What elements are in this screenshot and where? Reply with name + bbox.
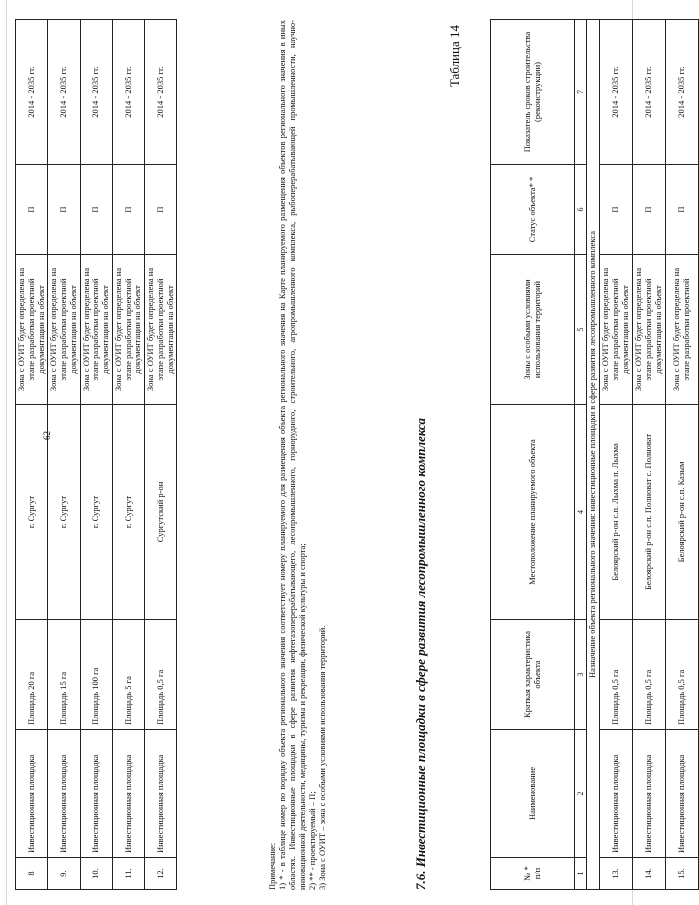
table-row [633, 20, 666, 890]
note-3: 3) Зона с ОУИТ – зона с особыми условиями использования территорий. [317, 625, 328, 890]
row-name: Инвестиционная площадка [48, 730, 80, 858]
row-zone: Зона с ОУИТ будет определена на этапе разработки проектной документации на объект [48, 255, 80, 405]
header-name: Наименование [491, 730, 575, 858]
row-number: 14. [633, 858, 666, 890]
row-deadline: 2014 - 2035 гг. [145, 20, 177, 165]
row-zone: Зона с ОУИТ будет определена на этапе разработки проектной [666, 255, 699, 405]
column-number: 6 [575, 165, 587, 255]
row-number: 9. [48, 858, 80, 890]
row-number: 11. [112, 858, 144, 890]
column-number: 4 [575, 405, 587, 620]
header-characteristic: Краткая характеристика объекта [491, 620, 575, 730]
column-number: 5 [575, 255, 587, 405]
row-name: Инвестиционная площадка [666, 730, 699, 858]
row-deadline: 2014 - 2035 гг. [48, 20, 80, 165]
row-characteristic: Площадь 0,5 га [666, 620, 699, 730]
table-row [145, 20, 177, 890]
row-status: П [48, 165, 80, 255]
table-row [600, 20, 633, 890]
row-status: П [145, 165, 177, 255]
row-status: П [112, 165, 144, 255]
row-characteristic: Площадь 0,5 га [600, 620, 633, 730]
row-characteristic: Площадь 15 га [48, 620, 80, 730]
header-zone: Зоны с особыми условиями использования территорий [491, 255, 575, 405]
notes-heading: Примечание: [267, 842, 277, 890]
table-row [80, 20, 112, 890]
column-number: 3 [575, 620, 587, 730]
row-number: 10. [80, 858, 112, 890]
row-name: Инвестиционная площадка [16, 730, 48, 858]
row-status: П [633, 165, 666, 255]
row-location: Белоярский р-он с.п. Лыхма п. Лыхма [600, 405, 633, 620]
row-number: 15. [666, 858, 699, 890]
row-zone: Зона с ОУИТ будет определена на этапе разработки проектной документации на объект [112, 255, 144, 405]
table-row [48, 20, 80, 890]
table-row [666, 20, 699, 890]
row-name: Инвестиционная площадка [633, 730, 666, 858]
row-location: г. Сургут [80, 405, 112, 620]
header-deadline: Показатель сроков строительства (реконструкции) [491, 20, 575, 165]
section-row: Назначение объекта регионального значения: инвестиционные площадки в сфере развития лесопромышленного комплекса [587, 20, 600, 890]
row-deadline: 2014 - 2035 гг. [16, 20, 48, 165]
page-number: 62 [42, 431, 52, 440]
header-location: Местоположение планируемого объекта [491, 405, 575, 620]
note-2: 2) ** - проектируемый – П; [307, 791, 318, 890]
row-status: П [80, 165, 112, 255]
row-number: 12. [145, 858, 177, 890]
row-characteristic: Площадь 5 га [112, 620, 144, 730]
row-status: П [666, 165, 699, 255]
note-1: 1) * - в таблице номер по порядку объекта регионального значения соответствует номеру планируемого для размещения объекта регионального значения на Карте планируемого размещения объектов регионального значения в иных областях. Инвестиционные площадки в сфере развития нефтегазоперерабатывающего, лесопромышленного, горнорудного, строительного, агропромышленного комплекса, рыбоперерабатывающей промышленности, научно-инновационной деятельности, медицины, туризма и рекреации, физической культуры и спорта; [277, 20, 308, 890]
row-deadline: 2014 - 2035 гг. [600, 20, 633, 165]
row-name: Инвестиционная площадка [145, 730, 177, 858]
table-row [16, 20, 48, 890]
row-zone: Зона с ОУИТ будет определена на этапе разработки проектной документации на объект [16, 255, 48, 405]
row-location: Белоярский р-он с.п. Казым [666, 405, 699, 620]
table-label: Таблица 14 [447, 25, 462, 88]
table-row [112, 20, 144, 890]
row-name: Инвестиционная площадка [80, 730, 112, 858]
row-characteristic: Площадь 100 га [80, 620, 112, 730]
column-number: 2 [575, 730, 587, 858]
row-location: Сургутский р-он [145, 405, 177, 620]
row-characteristic: Площадь 0,5 га [633, 620, 666, 730]
row-zone: Зона с ОУИТ будет определена на этапе разработки проектной документации на объект [633, 255, 666, 405]
notes [267, 20, 327, 890]
column-number: 7 [575, 20, 587, 165]
row-name: Инвестиционная площадка [600, 730, 633, 858]
rotated-page [15, 15, 691, 895]
row-zone: Зона с ОУИТ будет определена на этапе разработки проектной документации на объект [145, 255, 177, 405]
upper-table [15, 19, 177, 890]
header-status: Статус объекта* * [491, 165, 575, 255]
lower-table [490, 19, 699, 890]
row-deadline: 2014 - 2035 гг. [112, 20, 144, 165]
row-characteristic: Площадь 0,5 га [145, 620, 177, 730]
row-location: г. Сургут [112, 405, 144, 620]
row-zone: Зона с ОУИТ будет определена на этапе разработки проектной документации на объект [600, 255, 633, 405]
scan-edge-left [6, 0, 7, 905]
row-name: Инвестиционная площадка [112, 730, 144, 858]
row-location: Белоярский р-он с.п. Полноват с. Полноват [633, 405, 666, 620]
row-number: 13. [600, 858, 633, 890]
row-number: 8 [16, 858, 48, 890]
row-location: г. Сургут [16, 405, 48, 620]
section-title: 7.6. Инвестиционные площадки в сфере развития лесопромышленного комплекса [413, 418, 428, 890]
row-status: П [600, 165, 633, 255]
row-status: П [16, 165, 48, 255]
header-num: № * п/п [491, 858, 575, 890]
column-number: 1 [575, 858, 587, 890]
row-location: г. Сургут [48, 405, 80, 620]
row-deadline: 2014 - 2035 гг. [666, 20, 699, 165]
row-deadline: 2014 - 2035 гг. [80, 20, 112, 165]
row-characteristic: Площадь 20 га [16, 620, 48, 730]
row-deadline: 2014 - 2035 гг. [633, 20, 666, 165]
row-zone: Зона с ОУИТ будет определена на этапе разработки проектной документации на объект [80, 255, 112, 405]
